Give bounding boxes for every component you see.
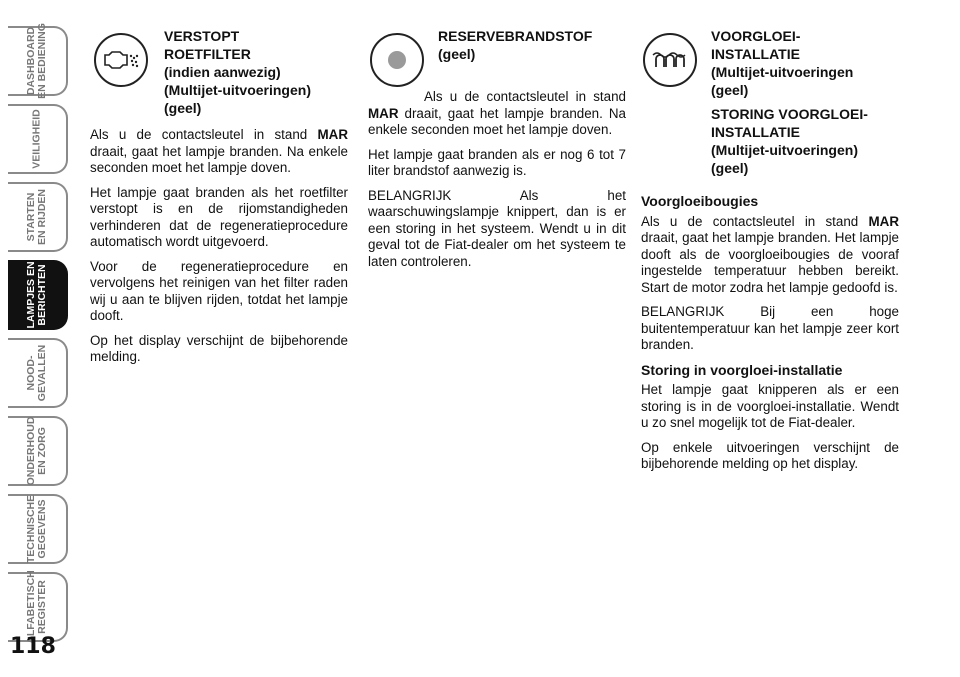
tab-veiligheid[interactable] — [8, 104, 68, 174]
section-heading: VOORGLOEI- INSTALLATIE (Multijet-uitvoeringen (geel) — [711, 28, 854, 98]
paragraph: Op het display verschijnt de bijbehorende melding. — [90, 332, 348, 364]
paragraph — [90, 127, 348, 177]
paragraph: BELANGRIJK Bij een hoge buitentemperatuur kan het lampje zeer kort branden. — [641, 304, 899, 352]
tab-register[interactable] — [8, 572, 68, 642]
text: Als u de contactsleutel in stand — [641, 213, 869, 229]
tab-onderhoud[interactable] — [8, 416, 68, 486]
section-heading: RESERVEBRANDSTOF (geel) — [438, 28, 593, 62]
tab-dashboard[interactable] — [8, 23, 68, 99]
glow-plug-icon — [643, 33, 697, 87]
column-glow-plug — [641, 27, 899, 481]
paragraph: Het lampje gaat branden als het roetfilter verstopt is en de rijomstandigheden verhinderen dat de regeneratieprocedure automatisch wordt uitgevoerd. — [90, 184, 348, 249]
key-position: MAR — [868, 213, 899, 229]
paragraph: BELANGRIJK Als het waarschuwingslampje knippert, dan is er een storing in het systeem. Wendt u in dit geval tot de Fiat-dealer om het systeem te laten controleren. — [368, 187, 626, 269]
tab-label: LAMPJES EN BERICHTEN — [25, 261, 48, 329]
tab-label: ONDERHOUD EN ZORG — [25, 416, 48, 486]
tab-label: TECHNISCHE GEGEVENS — [25, 494, 48, 564]
subheading: Storing in voorgloei-installatie — [641, 361, 843, 378]
tab-label: DASHBOARD EN BEDIENING — [25, 23, 48, 99]
paragraph: Het lampje gaat branden als er nog 6 tot 7 liter brandstof aanwezig is. — [368, 146, 626, 178]
column-fuel-reserve — [368, 27, 626, 278]
text: draait, gaat het lampje branden. Na enkele seconden moet het lampje doven. — [368, 105, 626, 137]
paragraph: Het lampje gaat knipperen als er een storing is in de voorgloei-installatie. Wendt u zo snel mogelijk tot de Fiat-dealer. — [641, 382, 899, 430]
tab-noodgevallen[interactable] — [8, 338, 68, 408]
paragraph: Op enkele uitvoeringen verschijnt de bijbehorende melding op het display. — [641, 439, 899, 471]
text: draait, gaat het lampje branden. Na enkele seconden moet het lampje doven. — [90, 143, 348, 175]
column-clogged-filter — [90, 27, 348, 374]
text: Als u de contactsleutel in stand — [90, 127, 318, 142]
tab-technische[interactable] — [8, 494, 68, 564]
tab-label: NOOD- GEVALLEN — [25, 344, 48, 402]
tab-lampjes[interactable] — [8, 260, 68, 330]
paragraph — [641, 214, 899, 297]
page-number: 118 — [10, 634, 56, 659]
text: Als u de contactsleutel in stand — [424, 89, 626, 104]
tab-starten[interactable] — [8, 182, 68, 252]
fuel-reserve-icon — [370, 33, 424, 87]
tab-label: ALFABETISCH REGISTER — [25, 570, 48, 644]
paragraph — [368, 89, 626, 139]
text: draait, gaat het lampje branden. Het lampje dooft als de voorgloeibougies de vooraf ingestelde temperatuur hebben bereikt. Start de motor zodra het lampje gedoofd is. — [641, 230, 899, 295]
section-heading: VERSTOPT ROETFILTER (indien aanwezig) (Multijet-uitvoeringen) (geel) — [164, 28, 311, 116]
subheading: Voorgloeibougies — [641, 193, 759, 209]
paragraph: Voor de regeneratieprocedure en vervolgens het reinigen van het filter raden wij u aan te blijven rijden, totdat het lampje dooft. — [90, 258, 348, 323]
clogged-filter-icon — [94, 33, 148, 87]
tab-label: VEILIGHEID — [30, 109, 43, 169]
section-heading-2: STORING VOORGLOEI- INSTALLATIE (Multijet-uitvoeringen) (geel) — [711, 106, 868, 176]
key-position: MAR — [317, 127, 348, 142]
key-position: MAR — [368, 105, 399, 121]
tab-label: STARTEN EN RIJDEN — [25, 188, 48, 246]
